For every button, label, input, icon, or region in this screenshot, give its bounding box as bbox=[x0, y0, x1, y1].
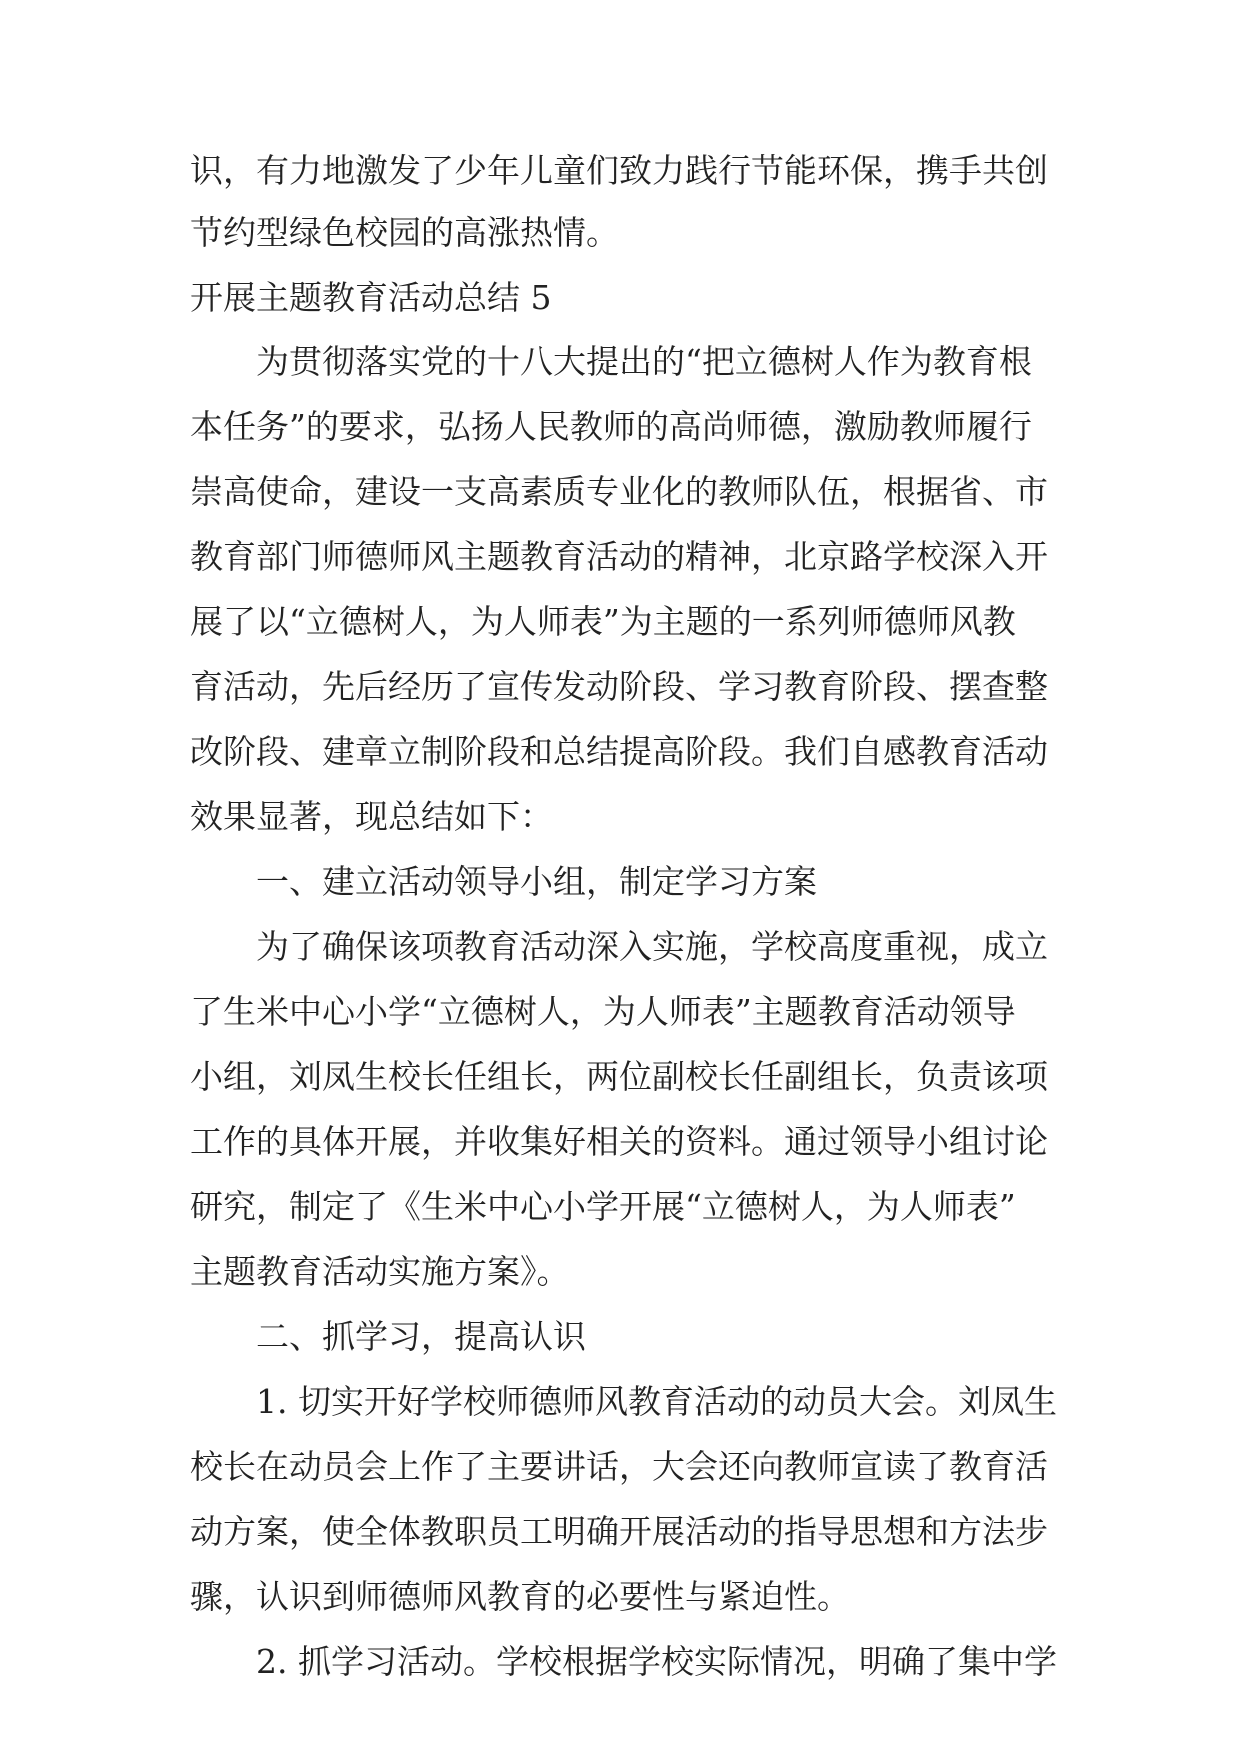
text-line-14: 了生米中心小学“立德树人，为人师表”主题教育活动领导 bbox=[190, 992, 1016, 1031]
text-line-18: 主题教育活动实施方案》。 bbox=[190, 1252, 570, 1291]
heading-one: 一、建立活动领导小组，制定学习方案 bbox=[256, 862, 817, 901]
text-line-23: 骤，认识到师德师风教育的必要性与紧迫性。 bbox=[190, 1577, 850, 1616]
text-line-5: 本任务”的要求，弘扬人民教师的高尚师德，激励教师履行 bbox=[190, 407, 1032, 446]
heading-two: 二、抓学习，提高认识 bbox=[256, 1317, 586, 1356]
text-line-1: 识，有力地激发了少年儿童们致力践行节能环保，携手共创 bbox=[190, 151, 1048, 190]
text-line-7: 教育部门师德师风主题教育活动的精神，北京路学校深入开 bbox=[190, 537, 1048, 576]
section-title: 开展主题教育活动总结 5 bbox=[190, 278, 552, 317]
text-line-8: 展了以“立德树人，为人师表”为主题的一系列师德师风教 bbox=[190, 602, 1016, 641]
text-line-15: 小组，刘凤生校长任组长，两位副校长任副组长，负责该项 bbox=[190, 1057, 1048, 1096]
text-line-6: 崇高使命，建设一支高素质专业化的教师队伍，根据省、市 bbox=[190, 472, 1048, 511]
text-line-17: 研究，制定了《生米中心小学开展“立德树人，为人师表” bbox=[190, 1187, 1016, 1226]
text-line-22: 动方案，使全体教职员工明确开展活动的指导思想和方法步 bbox=[190, 1512, 1048, 1551]
text-line-24: 2. 抓学习活动。学校根据学校实际情况，明确了集中学 bbox=[256, 1642, 1057, 1681]
text-line-4: 为贯彻落实党的十八大提出的“把立德树人作为教育根 bbox=[256, 342, 1032, 381]
text-line-20: 1. 切实开好学校师德师风教育活动的动员大会。刘凤生 bbox=[256, 1382, 1057, 1421]
text-line-9: 育活动，先后经历了宣传发动阶段、学习教育阶段、摆查整 bbox=[190, 667, 1048, 706]
text-line-2: 节约型绿色校园的高涨热情。 bbox=[190, 213, 619, 252]
text-line-11: 效果显著，现总结如下： bbox=[190, 797, 553, 836]
text-line-13: 为了确保该项教育活动深入实施，学校高度重视，成立 bbox=[256, 927, 1048, 966]
text-line-16: 工作的具体开展，并收集好相关的资料。通过领导小组讨论 bbox=[190, 1122, 1048, 1161]
text-line-10: 改阶段、建章立制阶段和总结提高阶段。我们自感教育活动 bbox=[190, 732, 1048, 771]
text-line-21: 校长在动员会上作了主要讲话，大会还向教师宣读了教育活 bbox=[190, 1447, 1048, 1486]
